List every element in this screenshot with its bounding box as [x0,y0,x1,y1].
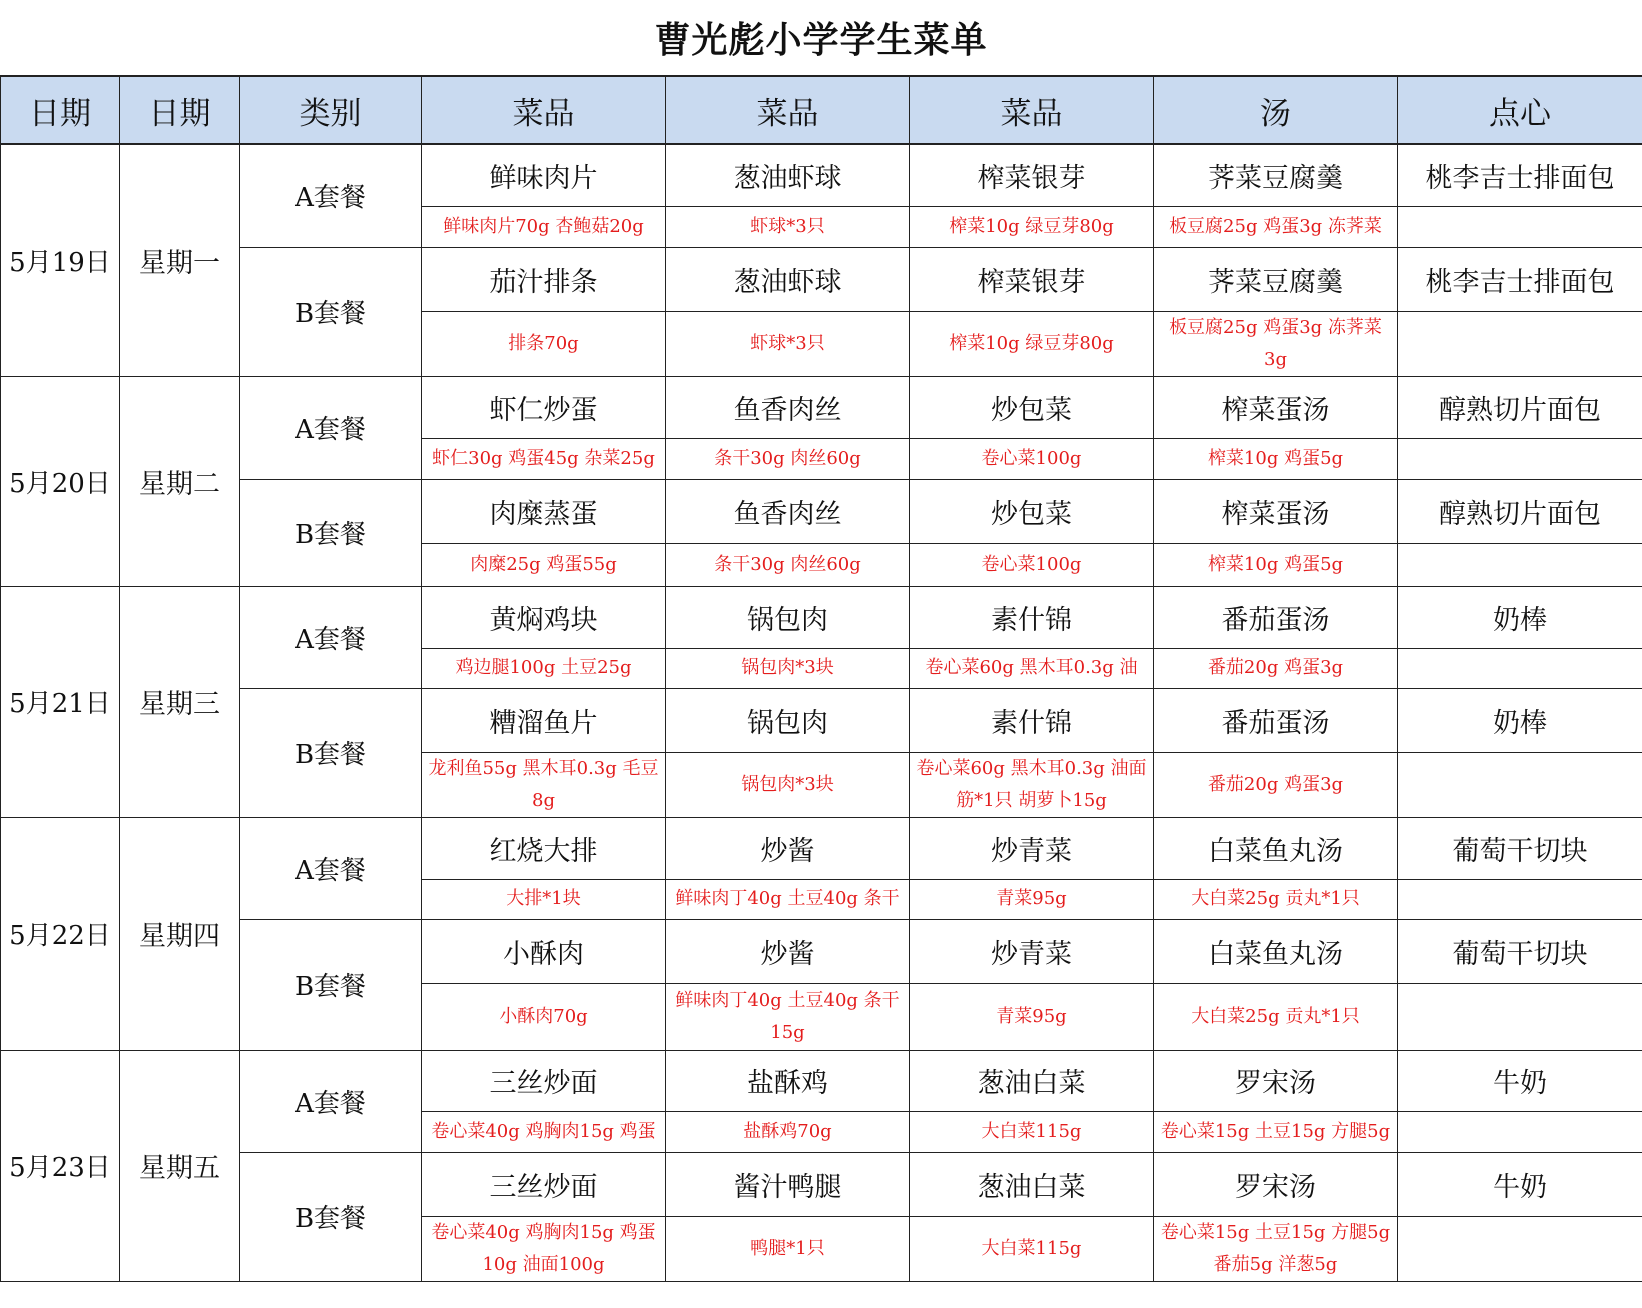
dish-row [1,247,1642,311]
soup-cell: 罗宋汤 [1154,1152,1398,1216]
ingredient-cell: 卷心菜15g 土豆15g 方腿5g 番茄5g 洋葱5g [1154,1216,1398,1281]
ingredient-cell: 鸭腿*1只 [666,1216,910,1281]
header-row [1,76,1642,144]
dish-cell: 鱼香肉丝 [666,376,910,438]
dish-cell: 素什锦 [910,688,1154,752]
dish-row [1,1152,1642,1216]
snack-cell: 奶棒 [1398,688,1642,752]
dish-cell: 锅包肉 [666,688,910,752]
date-cell: 5月19日 [1,144,120,376]
category-cell: A套餐 [240,1050,422,1152]
dish-cell: 虾仁炒蛋 [422,376,666,438]
snack-cell: 葡萄干切块 [1398,919,1642,983]
ingredient-cell: 大白菜115g [910,1111,1154,1152]
ingredient-cell: 榨菜10g 绿豆芽80g [910,311,1154,376]
snack-ingredient-cell [1398,983,1642,1050]
category-cell: B套餐 [240,479,422,586]
snack-ingredient-cell [1398,311,1642,376]
dish-cell: 葱油白菜 [910,1152,1154,1216]
menu-body [1,144,1642,1281]
ingredient-cell: 卷心菜60g 黑木耳0.3g 油 [910,648,1154,688]
ingredient-cell: 鲜味肉片70g 杏鲍菇20g [422,206,666,247]
dish-cell: 黄焖鸡块 [422,586,666,648]
ingredient-cell: 卷心菜40g 鸡胸肉15g 鸡蛋10g 油面100g [422,1216,666,1281]
dish-cell: 炒包菜 [910,376,1154,438]
dish-cell: 葱油虾球 [666,247,910,311]
dish-cell: 茄汁排条 [422,247,666,311]
snack-ingredient-cell [1398,206,1642,247]
soup-cell: 罗宋汤 [1154,1050,1398,1111]
dish-cell: 红烧大排 [422,817,666,879]
header-category: 类别 [240,76,422,144]
dish-cell: 榨菜银芽 [910,144,1154,206]
ingredient-cell: 肉糜25g 鸡蛋55g [422,543,666,586]
dish-row [1,144,1642,206]
snack-ingredient-cell [1398,438,1642,479]
date-cell: 5月20日 [1,376,120,586]
dish-cell: 炒青菜 [910,919,1154,983]
header-dish-3: 菜品 [910,76,1154,144]
snack-ingredient-cell [1398,752,1642,817]
dish-cell: 素什锦 [910,586,1154,648]
dish-cell: 肉糜蒸蛋 [422,479,666,543]
ingredient-cell: 番茄20g 鸡蛋3g [1154,648,1398,688]
category-cell: A套餐 [240,144,422,247]
ingredient-cell: 条干30g 肉丝60g [666,438,910,479]
ingredient-cell: 锅包肉*3块 [666,752,910,817]
ingredient-cell: 榨菜10g 鸡蛋5g [1154,438,1398,479]
snack-cell: 奶棒 [1398,586,1642,648]
dish-cell: 葱油虾球 [666,144,910,206]
snack-cell: 桃李吉士排面包 [1398,144,1642,206]
date-cell: 5月21日 [1,586,120,817]
ingredient-cell: 榨菜10g 鸡蛋5g [1154,543,1398,586]
ingredient-cell: 卷心菜60g 黑木耳0.3g 油面筋*1只 胡萝卜15g [910,752,1154,817]
ingredient-cell: 鲜味肉丁40g 土豆40g 条干 [666,879,910,919]
dish-cell: 小酥肉 [422,919,666,983]
dish-cell: 三丝炒面 [422,1050,666,1111]
header-dish-1: 菜品 [422,76,666,144]
dish-cell: 鱼香肉丝 [666,479,910,543]
soup-cell: 榨菜蛋汤 [1154,479,1398,543]
soup-cell: 榨菜蛋汤 [1154,376,1398,438]
ingredient-cell: 鸡边腿100g 土豆25g [422,648,666,688]
soup-cell: 白菜鱼丸汤 [1154,919,1398,983]
snack-cell: 醇熟切片面包 [1398,479,1642,543]
ingredient-cell: 条干30g 肉丝60g [666,543,910,586]
ingredient-cell: 虾仁30g 鸡蛋45g 杂菜25g [422,438,666,479]
ingredient-cell: 龙利鱼55g 黑木耳0.3g 毛豆8g [422,752,666,817]
dish-row [1,586,1642,648]
ingredient-cell: 卷心菜40g 鸡胸肉15g 鸡蛋 [422,1111,666,1152]
ingredient-cell: 番茄20g 鸡蛋3g [1154,752,1398,817]
ingredient-cell: 卷心菜100g [910,438,1154,479]
header-dish-2: 菜品 [666,76,910,144]
ingredient-cell: 大白菜115g [910,1216,1154,1281]
ingredient-cell: 青菜95g [910,879,1154,919]
dish-cell: 葱油白菜 [910,1050,1154,1111]
ingredient-cell: 卷心菜15g 土豆15g 方腿5g [1154,1111,1398,1152]
weekday-cell: 星期五 [120,1050,240,1281]
dish-cell: 炒包菜 [910,479,1154,543]
snack-cell: 牛奶 [1398,1152,1642,1216]
date-cell: 5月23日 [1,1050,120,1281]
header-date: 日期 [1,76,120,144]
dish-cell: 糟溜鱼片 [422,688,666,752]
dish-row [1,688,1642,752]
dish-cell: 锅包肉 [666,586,910,648]
ingredient-cell: 盐酥鸡70g [666,1111,910,1152]
dish-row [1,376,1642,438]
soup-cell: 番茄蛋汤 [1154,586,1398,648]
dish-cell: 炒酱 [666,817,910,879]
snack-cell: 葡萄干切块 [1398,817,1642,879]
snack-ingredient-cell [1398,1111,1642,1152]
dish-cell: 榨菜银芽 [910,247,1154,311]
category-cell: A套餐 [240,586,422,688]
ingredient-cell: 大白菜25g 贡丸*1只 [1154,983,1398,1050]
soup-cell: 荠菜豆腐羹 [1154,144,1398,206]
dish-cell: 炒青菜 [910,817,1154,879]
category-cell: A套餐 [240,376,422,479]
header-weekday: 日期 [120,76,240,144]
weekday-cell: 星期三 [120,586,240,817]
soup-cell: 白菜鱼丸汤 [1154,817,1398,879]
ingredient-cell: 小酥肉70g [422,983,666,1050]
dish-row [1,919,1642,983]
ingredient-cell: 大排*1块 [422,879,666,919]
soup-cell: 番茄蛋汤 [1154,688,1398,752]
category-cell: A套餐 [240,817,422,919]
weekday-cell: 星期二 [120,376,240,586]
snack-ingredient-cell [1398,1216,1642,1281]
category-cell: B套餐 [240,688,422,817]
dish-cell: 鲜味肉片 [422,144,666,206]
ingredient-cell: 榨菜10g 绿豆芽80g [910,206,1154,247]
ingredient-cell: 虾球*3只 [666,311,910,376]
menu-table [0,75,1642,1282]
ingredient-cell: 鲜味肉丁40g 土豆40g 条干15g [666,983,910,1050]
dish-row [1,1050,1642,1111]
weekday-cell: 星期四 [120,817,240,1050]
dish-cell: 盐酥鸡 [666,1050,910,1111]
snack-cell: 桃李吉士排面包 [1398,247,1642,311]
snack-ingredient-cell [1398,879,1642,919]
snack-ingredient-cell [1398,648,1642,688]
dish-cell: 炒酱 [666,919,910,983]
header-soup: 汤 [1154,76,1398,144]
snack-cell: 醇熟切片面包 [1398,376,1642,438]
snack-cell: 牛奶 [1398,1050,1642,1111]
weekday-cell: 星期一 [120,144,240,376]
category-cell: B套餐 [240,1152,422,1281]
dish-cell: 三丝炒面 [422,1152,666,1216]
category-cell: B套餐 [240,247,422,376]
dish-cell: 酱汁鸭腿 [666,1152,910,1216]
ingredient-cell: 板豆腐25g 鸡蛋3g 冻荠菜 [1154,206,1398,247]
category-cell: B套餐 [240,919,422,1050]
date-cell: 5月22日 [1,817,120,1050]
ingredient-cell: 青菜95g [910,983,1154,1050]
ingredient-cell: 大白菜25g 贡丸*1只 [1154,879,1398,919]
snack-ingredient-cell [1398,543,1642,586]
header-snack: 点心 [1398,76,1642,144]
ingredient-cell: 排条70g [422,311,666,376]
dish-row [1,817,1642,879]
menu-title: 曹光彪小学学生菜单 [654,19,988,61]
dish-row [1,479,1642,543]
ingredient-cell: 虾球*3只 [666,206,910,247]
ingredient-cell: 板豆腐25g 鸡蛋3g 冻荠菜3g [1154,311,1398,376]
ingredient-cell: 锅包肉*3块 [666,648,910,688]
soup-cell: 荠菜豆腐羹 [1154,247,1398,311]
ingredient-cell: 卷心菜100g [910,543,1154,586]
